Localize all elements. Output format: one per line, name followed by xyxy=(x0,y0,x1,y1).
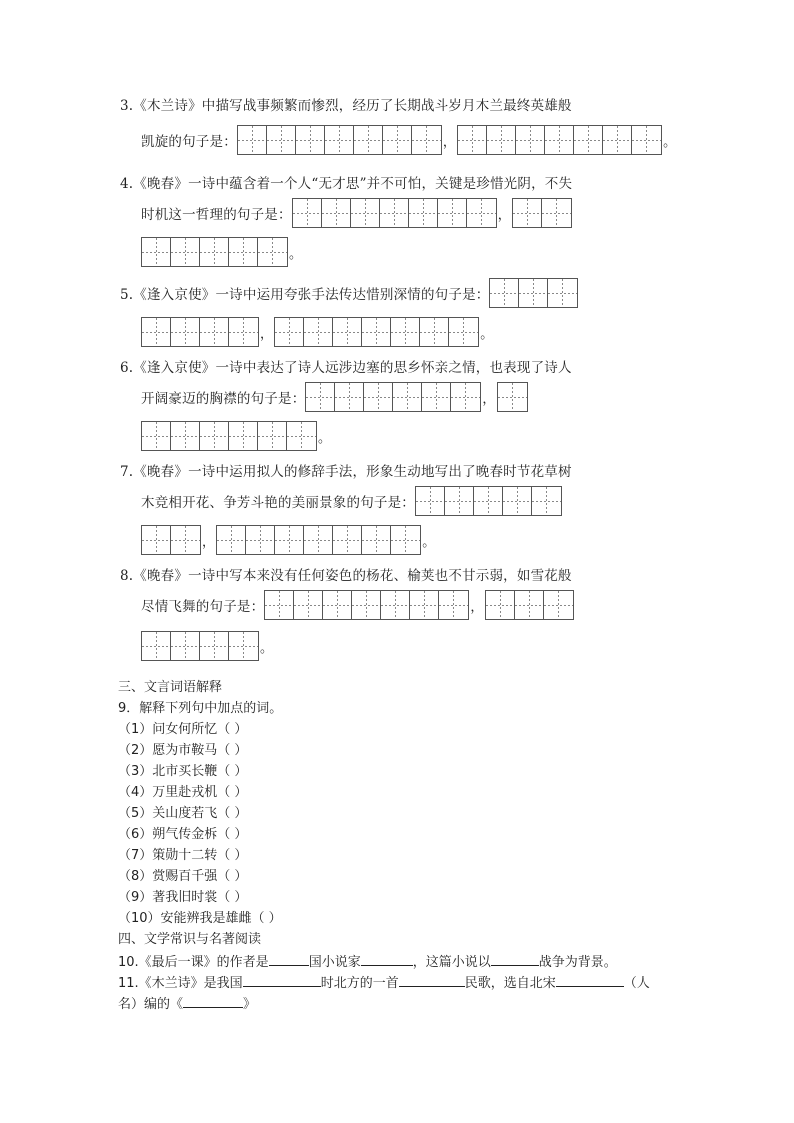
grid-cell[interactable] xyxy=(409,199,438,227)
q9-item: （1）问女何所忆（ ） xyxy=(118,722,248,737)
q4-prefix: 时机这一哲理的句子是： xyxy=(141,207,292,223)
period: 。 xyxy=(260,640,274,656)
answer-grid[interactable] xyxy=(305,382,481,412)
q11-text-a: 11.《木兰诗》是我国 xyxy=(118,976,243,991)
grid-cell[interactable] xyxy=(515,591,544,619)
q6-line1 xyxy=(120,350,572,382)
grid-cell[interactable] xyxy=(335,383,364,411)
grid-cell[interactable] xyxy=(352,591,381,619)
period: 。 xyxy=(289,246,303,262)
q4-text: 4.《晚春》一诗中蕴含着一个人“无才思”并不可怕，关键是珍惜光阴，不失 xyxy=(120,176,573,192)
q6-line2 xyxy=(141,381,528,413)
section3-title: 三、文言词语解释 xyxy=(118,680,223,695)
grid-cell[interactable] xyxy=(265,591,294,619)
period: 。 xyxy=(480,326,494,342)
q7-line1 xyxy=(120,454,572,486)
fill-blank[interactable] xyxy=(491,951,539,966)
grid-cell[interactable] xyxy=(323,591,352,619)
grid-cell[interactable] xyxy=(217,526,246,554)
grid-cell[interactable] xyxy=(542,199,571,227)
q4-line2 xyxy=(141,197,572,229)
answer-grid[interactable] xyxy=(141,237,288,267)
grid-cell[interactable] xyxy=(393,383,422,411)
q10-text-a: 10.《最后一课》的作者是 xyxy=(118,955,269,970)
q4-line1 xyxy=(120,166,572,198)
q3-prefix: 凯旋的句子是： xyxy=(141,134,237,150)
comma: ， xyxy=(442,134,457,150)
grid-cell[interactable] xyxy=(258,422,287,450)
answer-grid[interactable] xyxy=(141,525,201,555)
q9-item: （2）愿为市鞍马（ ） xyxy=(118,743,248,758)
q10-text-b: 国小说家 xyxy=(308,955,361,970)
grid-cell[interactable] xyxy=(451,383,480,411)
q7-line2 xyxy=(141,485,562,517)
grid-cell[interactable] xyxy=(238,126,267,154)
grid-cell[interactable] xyxy=(142,632,171,660)
q10-line xyxy=(118,951,617,973)
q9-item: （4）万里赴戎机（ ） xyxy=(118,785,248,800)
answer-grid[interactable] xyxy=(141,421,317,451)
section4-title: 四、文学常识与名著阅读 xyxy=(118,932,262,947)
grid-cell[interactable] xyxy=(258,238,287,266)
q7-text: 7.《晚春》一诗中运用拟人的修辞手法，形象生动地写出了晚春时节花草树 xyxy=(120,464,572,480)
grid-cell[interactable] xyxy=(200,238,229,266)
grid-cell[interactable] xyxy=(516,126,545,154)
grid-cell[interactable] xyxy=(603,126,632,154)
grid-cell[interactable] xyxy=(380,199,409,227)
fill-blank[interactable] xyxy=(243,972,321,987)
q8-line3 xyxy=(141,630,274,662)
q9-instruction: 9．解释下列句中加点的词。 xyxy=(118,701,283,716)
q9-item: （7）策勋十二转（ ） xyxy=(118,848,248,863)
grid-cell[interactable] xyxy=(142,318,171,346)
grid-cell[interactable] xyxy=(383,126,412,154)
grid-cell[interactable] xyxy=(503,487,532,515)
answer-grid[interactable] xyxy=(489,278,578,308)
answer-grid[interactable] xyxy=(216,525,421,555)
period: 。 xyxy=(318,430,332,446)
grid-cell[interactable] xyxy=(171,238,200,266)
q8-line2 xyxy=(141,589,574,621)
grid-cell[interactable] xyxy=(229,632,258,660)
grid-cell[interactable] xyxy=(171,632,200,660)
grid-cell[interactable] xyxy=(439,591,468,619)
grid-cell[interactable] xyxy=(574,126,603,154)
grid-cell[interactable] xyxy=(322,199,351,227)
q7-prefix: 木竞相开花、争芳斗艳的美丽景象的句子是： xyxy=(141,495,415,511)
grid-cell[interactable] xyxy=(287,422,316,450)
grid-cell[interactable] xyxy=(333,318,362,346)
grid-cell[interactable] xyxy=(171,422,200,450)
grid-cell[interactable] xyxy=(513,199,542,227)
q10-text-d: 战争为背景。 xyxy=(538,955,617,970)
q9-item: （6）朔气传金柝（ ） xyxy=(118,827,248,842)
grid-cell[interactable] xyxy=(275,318,304,346)
q5-line2 xyxy=(141,316,494,348)
grid-cell[interactable] xyxy=(548,279,577,307)
grid-cell[interactable] xyxy=(304,526,333,554)
grid-cell[interactable] xyxy=(364,383,393,411)
grid-cell[interactable] xyxy=(200,632,229,660)
answer-grid[interactable] xyxy=(512,198,572,228)
q5-line1 xyxy=(120,277,578,309)
q3-line2 xyxy=(141,124,677,156)
grid-cell[interactable] xyxy=(325,126,354,154)
grid-cell[interactable] xyxy=(362,526,391,554)
q11-line2 xyxy=(118,993,256,1015)
answer-grid[interactable] xyxy=(141,317,259,347)
q5-prefix: 5.《逢入京使》一诗中运用夸张手法传达惜别深情的句子是： xyxy=(120,287,490,303)
q9-item: （3）北市买长鞭（ ） xyxy=(118,764,248,779)
grid-cell[interactable] xyxy=(293,199,322,227)
q10-text-c: ，这篇小说以 xyxy=(412,955,491,970)
answer-grid[interactable] xyxy=(292,198,497,228)
grid-cell[interactable] xyxy=(267,126,296,154)
grid-cell[interactable] xyxy=(294,591,323,619)
grid-cell[interactable] xyxy=(246,526,275,554)
grid-cell[interactable] xyxy=(467,199,496,227)
fill-blank[interactable] xyxy=(556,972,624,987)
grid-cell[interactable] xyxy=(490,279,519,307)
grid-cell[interactable] xyxy=(142,526,171,554)
grid-cell[interactable] xyxy=(200,318,229,346)
grid-cell[interactable] xyxy=(544,591,573,619)
q8-line1 xyxy=(120,558,572,590)
grid-cell[interactable] xyxy=(354,126,383,154)
grid-cell[interactable] xyxy=(229,422,258,450)
grid-cell[interactable] xyxy=(498,383,527,411)
answer-grid[interactable] xyxy=(141,631,259,661)
grid-cell[interactable] xyxy=(200,422,229,450)
q6-line3 xyxy=(141,420,332,452)
answer-grid[interactable] xyxy=(457,125,662,155)
grid-cell[interactable] xyxy=(532,487,561,515)
grid-cell[interactable] xyxy=(545,126,574,154)
grid-cell[interactable] xyxy=(420,318,449,346)
grid-cell[interactable] xyxy=(487,126,516,154)
grid-cell[interactable] xyxy=(412,126,441,154)
answer-grid[interactable] xyxy=(264,590,469,620)
comma: ， xyxy=(202,534,216,550)
grid-cell[interactable] xyxy=(171,318,200,346)
grid-cell[interactable] xyxy=(410,591,439,619)
q11-text-c: 民歌，选自北宋 xyxy=(464,976,556,991)
grid-cell[interactable] xyxy=(449,318,478,346)
grid-cell[interactable] xyxy=(632,126,661,154)
q4-line3 xyxy=(141,236,303,268)
grid-cell[interactable] xyxy=(519,279,548,307)
grid-cell[interactable] xyxy=(391,318,420,346)
period: 。 xyxy=(663,134,677,150)
grid-cell[interactable] xyxy=(422,383,451,411)
q8-text: 8.《晚春》一诗中写本来没有任何姿色的杨花、榆荚也不甘示弱，如雪花般 xyxy=(120,568,572,584)
q11-line1 xyxy=(118,972,650,994)
answer-grid[interactable] xyxy=(497,382,528,412)
q3-line1 xyxy=(120,88,572,120)
q8-prefix: 尽情飞舞的句子是： xyxy=(141,599,265,615)
q3-text: 3.《木兰诗》中描写战事频繁而惨烈，经历了长期战斗岁月木兰最终英雄般 xyxy=(120,98,572,114)
answer-grid[interactable] xyxy=(485,590,574,620)
grid-cell[interactable] xyxy=(229,318,258,346)
grid-cell[interactable] xyxy=(438,199,467,227)
answer-grid[interactable] xyxy=(237,125,442,155)
comma: ， xyxy=(470,599,484,615)
answer-grid[interactable] xyxy=(274,317,479,347)
q9-item: （5）关山度若飞（ ） xyxy=(118,806,248,821)
grid-cell[interactable] xyxy=(416,487,445,515)
q6-prefix: 开阔豪迈的胸襟的句子是： xyxy=(141,391,306,407)
comma: ， xyxy=(482,391,496,407)
grid-cell[interactable] xyxy=(275,526,304,554)
grid-cell[interactable] xyxy=(306,383,335,411)
q9-item: （10）安能辨我是雄雌（ ） xyxy=(118,911,282,926)
fill-blank[interactable] xyxy=(183,993,243,1008)
q11-text-b: 时北方的一首 xyxy=(320,976,399,991)
grid-cell[interactable] xyxy=(304,318,333,346)
fill-blank[interactable] xyxy=(269,951,309,966)
q11-text-e: 名）编的《 xyxy=(118,997,184,1012)
grid-cell[interactable] xyxy=(362,318,391,346)
grid-cell[interactable] xyxy=(351,199,380,227)
fill-blank[interactable] xyxy=(399,972,465,987)
grid-cell[interactable] xyxy=(296,126,325,154)
grid-cell[interactable] xyxy=(142,238,171,266)
comma: ， xyxy=(260,326,274,342)
grid-cell[interactable] xyxy=(229,238,258,266)
grid-cell[interactable] xyxy=(381,591,410,619)
grid-cell[interactable] xyxy=(142,422,171,450)
grid-cell[interactable] xyxy=(445,487,474,515)
q7-line3 xyxy=(141,524,436,556)
grid-cell[interactable] xyxy=(391,526,420,554)
grid-cell[interactable] xyxy=(171,526,200,554)
q11-text-f: 》 xyxy=(243,997,257,1012)
q6-text: 6.《逢入京使》一诗中表达了诗人远涉边塞的思乡怀亲之情，也表现了诗人 xyxy=(120,360,572,376)
grid-cell[interactable] xyxy=(458,126,487,154)
period: 。 xyxy=(422,534,436,550)
answer-grid[interactable] xyxy=(415,486,562,516)
q9-item: （8）赏赐百千强（ ） xyxy=(118,869,248,884)
grid-cell[interactable] xyxy=(486,591,515,619)
grid-cell[interactable] xyxy=(333,526,362,554)
comma: ， xyxy=(497,207,511,223)
q11-text-d: （人 xyxy=(623,976,650,991)
q9-item: （9）著我旧时裳（ ） xyxy=(118,890,248,905)
grid-cell[interactable] xyxy=(474,487,503,515)
fill-blank[interactable] xyxy=(361,951,413,966)
